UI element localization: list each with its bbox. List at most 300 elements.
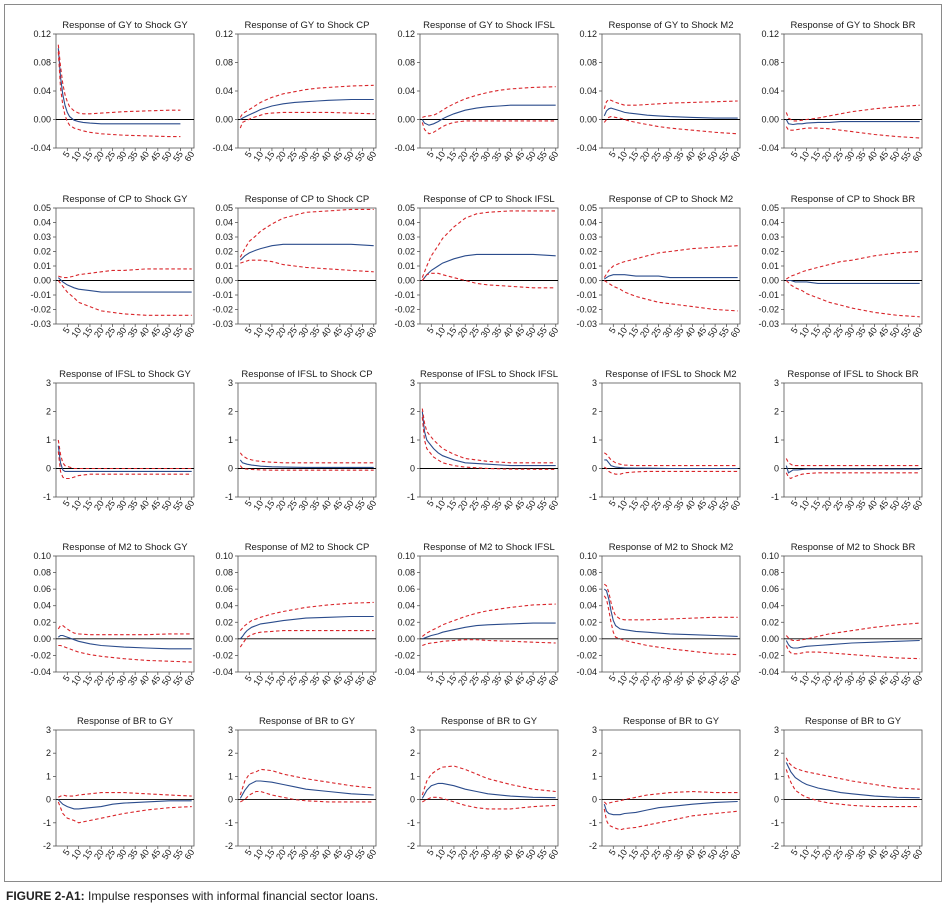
x-tick-label: 15 [262,325,277,340]
x-tick-label: 45 [876,498,891,513]
y-tick-label: 0 [227,794,233,805]
x-tick-label: 40 [501,673,516,688]
x-tick-label: 5 [242,149,254,160]
y-tick-label: 0.04 [761,600,779,611]
y-tick-label: -1 [224,492,233,502]
y-tick-label: 0.10 [215,551,233,561]
chart-panel [758,542,924,687]
x-tick-label: 55 [535,847,550,862]
x-tick-label: 35 [671,673,686,688]
x-tick-label: 15 [262,149,277,164]
y-tick-label: 0.05 [33,203,51,213]
upper-band-line [604,246,737,278]
plot-area [56,556,194,672]
x-tick-label: 50 [523,673,538,688]
x-tick-label: 20 [273,325,288,340]
x-tick-label: 15 [808,673,823,688]
x-tick-label: 40 [683,325,698,340]
x-tick-label: 60 [546,847,561,862]
x-tick-label: 5 [424,673,436,684]
y-tick-label: -1 [588,817,597,828]
x-tick-label: 10 [69,149,84,164]
y-tick-label: 2 [409,748,415,759]
x-tick-label: 40 [137,673,152,688]
response-line [604,589,737,636]
y-tick-label: 0.10 [579,551,597,561]
x-tick-label: 60 [364,498,379,513]
x-tick-label: 40 [319,498,334,513]
y-tick-label: 0 [227,463,233,474]
x-tick-label: 5 [424,847,436,858]
x-tick-label: 55 [899,673,914,688]
y-tick-label: -0.02 [394,304,415,315]
y-tick-label: 0.04 [215,600,233,611]
x-tick-label: 55 [535,325,550,340]
caption-text: Impulse responses with informal financial sector loans. [84,889,379,903]
lower-band-line [422,797,555,809]
y-tick-label: 0.08 [33,57,51,68]
y-tick-label: 0.08 [761,57,779,68]
lower-band-line [240,260,373,272]
y-tick-label: 0.00 [397,633,415,644]
chart-title: Response of IFSL to Shock BR [787,369,919,380]
chart-panel [576,20,742,163]
y-tick-label: 0.00 [215,114,233,125]
x-tick-label: 55 [353,325,368,340]
y-tick-label: -0.04 [30,143,51,153]
x-tick-label: 30 [842,498,857,513]
plot-area [56,208,194,324]
x-tick-label: 50 [887,673,902,688]
y-tick-label: 0.00 [215,633,233,644]
x-tick-label: 15 [808,325,823,340]
x-tick-label: 15 [80,325,95,340]
x-tick-label: 55 [535,149,550,164]
chart-title: Response of GY to Shock IFSL [423,20,555,31]
x-tick-label: 35 [489,847,504,862]
y-tick-label: 0.00 [33,114,51,125]
x-tick-label: 15 [808,149,823,164]
plot-area [784,556,922,672]
chart-panel [758,194,924,339]
chart-title: Response of IFSL to Shock M2 [605,369,737,380]
x-tick-label: 10 [69,847,84,862]
x-tick-label: 45 [330,498,345,513]
x-tick-label: 35 [853,498,868,513]
x-tick-label: 30 [114,498,129,513]
y-tick-label: 0.05 [215,203,233,213]
y-tick-label: 0.04 [579,600,597,611]
y-tick-label: 0.00 [33,633,51,644]
lower-band-line [240,112,373,128]
y-tick-label: -1 [588,492,597,502]
upper-band-line [240,453,373,463]
y-tick-label: -1 [406,817,415,828]
y-tick-label: -0.04 [394,143,415,153]
x-tick-label: 50 [341,673,356,688]
y-tick-label: 0.00 [761,275,779,286]
y-tick-label: -0.01 [758,290,779,300]
x-tick-label: 60 [910,498,925,513]
y-tick-label: 2 [773,748,779,759]
x-tick-label: 30 [842,673,857,688]
y-tick-label: -2 [42,841,51,851]
y-tick-label: 0.12 [33,29,51,39]
y-tick-label: -1 [770,492,779,502]
x-tick-label: 35 [489,673,504,688]
chart-title: Response of M2 to Shock GY [62,542,188,553]
y-tick-label: 0.01 [215,261,233,271]
y-tick-label: 2 [227,406,233,417]
x-tick-label: 40 [137,847,152,862]
upper-band-line [604,100,737,109]
x-tick-label: 10 [433,149,448,164]
x-tick-label: 5 [424,149,436,160]
plot-area [784,34,922,148]
x-tick-label: 60 [546,498,561,513]
y-tick-label: 0.02 [215,246,233,257]
y-tick-label: 0.04 [33,217,51,228]
y-tick-label: 0 [591,794,597,805]
y-tick-label: 2 [45,748,51,759]
y-tick-label: 3 [227,725,233,735]
x-tick-label: 5 [60,847,72,858]
x-tick-label: 30 [660,149,675,164]
x-tick-label: 5 [242,673,254,684]
chart-title: Response of CP to Shock GY [62,194,188,205]
y-tick-label: 0.00 [579,275,597,286]
x-tick-label: 10 [433,847,448,862]
y-tick-label: 0.08 [397,567,415,578]
x-tick-label: 50 [523,847,538,862]
x-tick-label: 35 [125,847,140,862]
plot-area [784,208,922,324]
x-tick-label: 25 [649,673,664,688]
chart-panel [407,369,560,512]
plot-area [56,730,194,846]
chart-panel [576,542,742,687]
y-tick-label: 3 [45,725,51,735]
y-tick-label: 0.08 [215,57,233,68]
x-tick-label: 30 [114,673,129,688]
x-tick-label: 10 [615,325,630,340]
x-tick-label: 25 [103,498,118,513]
x-tick-label: 35 [125,149,140,164]
x-tick-label: 25 [649,149,664,164]
upper-band-line [422,604,555,636]
x-tick-label: 60 [910,673,925,688]
chart-panel [576,194,742,339]
x-tick-label: 45 [512,325,527,340]
chart-panel [407,716,560,861]
upper-band-line [58,269,191,278]
x-tick-label: 30 [660,498,675,513]
x-tick-label: 60 [364,673,379,688]
chart-panel [43,716,196,861]
x-tick-label: 55 [353,847,368,862]
x-tick-label: 25 [285,149,300,164]
y-tick-label: 0 [45,463,51,474]
x-tick-label: 15 [626,847,641,862]
x-tick-label: 15 [444,498,459,513]
x-tick-label: 25 [285,673,300,688]
response-line [786,466,919,473]
x-tick-label: 10 [615,498,630,513]
y-tick-label: 1 [227,771,233,782]
x-tick-label: 5 [788,673,800,684]
x-tick-label: 30 [842,149,857,164]
x-tick-label: 45 [330,325,345,340]
x-tick-label: 40 [865,498,880,513]
x-tick-label: 20 [91,325,106,340]
x-tick-label: 15 [626,673,641,688]
x-tick-label: 60 [728,325,743,340]
upper-band-line [786,623,919,640]
x-tick-label: 30 [114,847,129,862]
x-tick-label: 35 [307,498,322,513]
x-tick-label: 30 [660,847,675,862]
y-tick-label: 0.03 [579,232,597,242]
y-tick-label: 0.08 [761,567,779,578]
y-tick-label: 0.05 [761,203,779,213]
x-tick-label: 10 [797,673,812,688]
x-tick-label: 55 [171,149,186,164]
x-tick-label: 20 [273,498,288,513]
y-tick-label: 0.02 [579,246,597,257]
y-tick-label: 0.02 [33,246,51,257]
x-tick-label: 60 [728,673,743,688]
x-tick-label: 45 [876,325,891,340]
y-tick-label: 0.04 [33,86,51,96]
x-tick-label: 25 [467,149,482,164]
x-tick-label: 15 [444,673,459,688]
chart-panel [758,20,924,163]
y-tick-label: 0.04 [33,600,51,611]
chart-panel [30,542,196,687]
x-tick-label: 50 [159,673,174,688]
y-tick-label: 0.01 [579,261,597,271]
x-tick-label: 55 [717,498,732,513]
response-line [58,278,191,293]
y-tick-label: -0.02 [576,304,597,315]
x-tick-label: 20 [455,498,470,513]
x-tick-label: 40 [865,325,880,340]
chart-title: Response of IFSL to Shock IFSL [420,369,558,380]
y-tick-label: -0.04 [758,143,779,153]
y-tick-label: 0.08 [397,57,415,68]
y-tick-label: 2 [45,406,51,417]
y-tick-label: 1 [45,771,51,782]
upper-band-line [58,440,191,469]
upper-band-line [786,252,919,280]
x-tick-label: 5 [788,149,800,160]
chart-panel [212,194,378,339]
y-tick-label: 0.08 [33,567,51,578]
chart-title: Response of BR to GY [440,716,538,727]
x-tick-label: 45 [512,149,527,164]
lower-band-line [786,281,919,317]
x-tick-label: 40 [319,847,334,862]
x-tick-label: 35 [125,673,140,688]
upper-band-line [58,626,191,635]
y-tick-label: 3 [591,378,597,388]
x-tick-label: 25 [649,498,664,513]
x-tick-label: 35 [307,149,322,164]
x-tick-label: 10 [251,673,266,688]
x-tick-label: 50 [705,498,720,513]
y-tick-label: 2 [409,406,415,417]
x-tick-label: 30 [296,498,311,513]
y-tick-label: -0.01 [576,290,597,300]
x-tick-label: 55 [899,847,914,862]
lower-band-line [604,281,737,311]
y-tick-label: 0.00 [761,633,779,644]
x-tick-label: 25 [467,498,482,513]
x-tick-label: 55 [899,498,914,513]
y-tick-label: -0.03 [30,319,51,329]
y-tick-label: 0.12 [761,29,779,39]
y-tick-label: 0.00 [33,275,51,286]
y-tick-label: 0.01 [397,261,415,271]
x-tick-label: 15 [80,673,95,688]
x-tick-label: 50 [705,325,720,340]
y-tick-label: -0.02 [212,650,233,661]
x-tick-label: 40 [501,498,516,513]
plot-area [420,208,558,324]
x-tick-label: 50 [341,149,356,164]
response-line [422,105,555,125]
chart-title: Response of CP to Shock BR [790,194,916,205]
y-tick-label: 3 [227,378,233,388]
x-tick-label: 10 [797,498,812,513]
x-tick-label: 25 [467,847,482,862]
x-tick-label: 50 [887,149,902,164]
y-tick-label: -1 [42,817,51,828]
x-tick-label: 55 [717,673,732,688]
x-tick-label: 20 [637,325,652,340]
x-tick-label: 15 [444,325,459,340]
x-tick-label: 35 [125,325,140,340]
upper-band-line [786,105,919,121]
y-tick-label: 0.00 [397,275,415,286]
chart-panel [212,20,378,163]
x-tick-label: 5 [606,498,618,509]
x-tick-label: 20 [91,149,106,164]
x-tick-label: 60 [910,847,925,862]
y-tick-label: 1 [409,771,415,782]
chart-title: Response of CP to Shock M2 [608,194,734,205]
x-tick-label: 20 [637,149,652,164]
x-tick-label: 5 [60,673,72,684]
y-tick-label: 0.04 [579,86,597,96]
x-tick-label: 25 [831,498,846,513]
x-tick-label: 55 [535,498,550,513]
x-tick-label: 45 [694,325,709,340]
x-tick-label: 45 [148,325,163,340]
y-tick-label: 0.06 [33,584,51,595]
x-tick-label: 10 [433,673,448,688]
y-tick-label: 0.03 [215,232,233,242]
x-tick-label: 5 [242,847,254,858]
y-tick-label: 0.10 [761,551,779,561]
y-tick-label: -0.02 [576,650,597,661]
x-tick-label: 60 [728,847,743,862]
upper-band-line [604,584,737,620]
chart-panel [30,20,196,163]
y-tick-label: 3 [591,725,597,735]
x-tick-label: 25 [103,149,118,164]
x-tick-label: 35 [125,498,140,513]
plot-area [602,34,740,148]
x-tick-label: 25 [103,847,118,862]
x-tick-label: 25 [831,149,846,164]
x-tick-label: 5 [788,498,800,509]
response-line [58,636,191,649]
lower-band-line [422,121,555,134]
y-tick-label: 0.00 [579,633,597,644]
figure-frame [4,4,942,882]
x-tick-label: 50 [341,847,356,862]
y-tick-label: 1 [409,435,415,445]
y-tick-label: -1 [406,492,415,502]
y-tick-label: 2 [773,406,779,417]
response-line [58,446,191,472]
y-tick-label: 0.10 [397,551,415,561]
x-tick-label: 30 [478,673,493,688]
x-tick-label: 10 [433,498,448,513]
response-line [786,641,919,649]
x-tick-label: 60 [910,325,925,340]
response-line [604,108,737,118]
y-tick-label: 0.00 [397,114,415,125]
lower-band-line [604,596,737,655]
chart-title: Response of GY to Shock GY [62,20,188,31]
x-tick-label: 25 [103,325,118,340]
y-tick-label: -0.04 [758,667,779,677]
x-tick-label: 45 [876,149,891,164]
y-tick-label: -2 [770,841,779,851]
x-tick-label: 10 [69,673,84,688]
y-tick-label: 0.04 [761,217,779,228]
chart-panel [394,194,560,339]
x-tick-label: 50 [705,149,720,164]
chart-title: Response of IFSL to Shock GY [59,369,191,380]
plot-area [238,730,376,846]
y-tick-label: -0.02 [758,304,779,315]
x-tick-label: 10 [251,847,266,862]
x-tick-label: 35 [489,325,504,340]
x-tick-label: 20 [91,673,106,688]
x-tick-label: 55 [171,673,186,688]
y-tick-label: -0.02 [30,650,51,661]
x-tick-label: 20 [273,847,288,862]
chart-title: Response of BR to GY [622,716,720,727]
y-tick-label: 0.02 [397,246,415,257]
x-tick-label: 25 [831,847,846,862]
lower-band-line [422,417,555,469]
plot-area [602,556,740,672]
x-tick-label: 45 [330,149,345,164]
x-tick-label: 55 [171,847,186,862]
x-tick-label: 10 [433,325,448,340]
y-tick-label: 0.01 [33,261,51,271]
y-tick-label: 0.02 [33,617,51,628]
x-tick-label: 15 [262,673,277,688]
y-tick-label: 1 [227,435,233,445]
chart-title: Response of M2 to Shock IFSL [423,542,555,553]
x-tick-label: 15 [444,149,459,164]
x-tick-label: 50 [159,498,174,513]
